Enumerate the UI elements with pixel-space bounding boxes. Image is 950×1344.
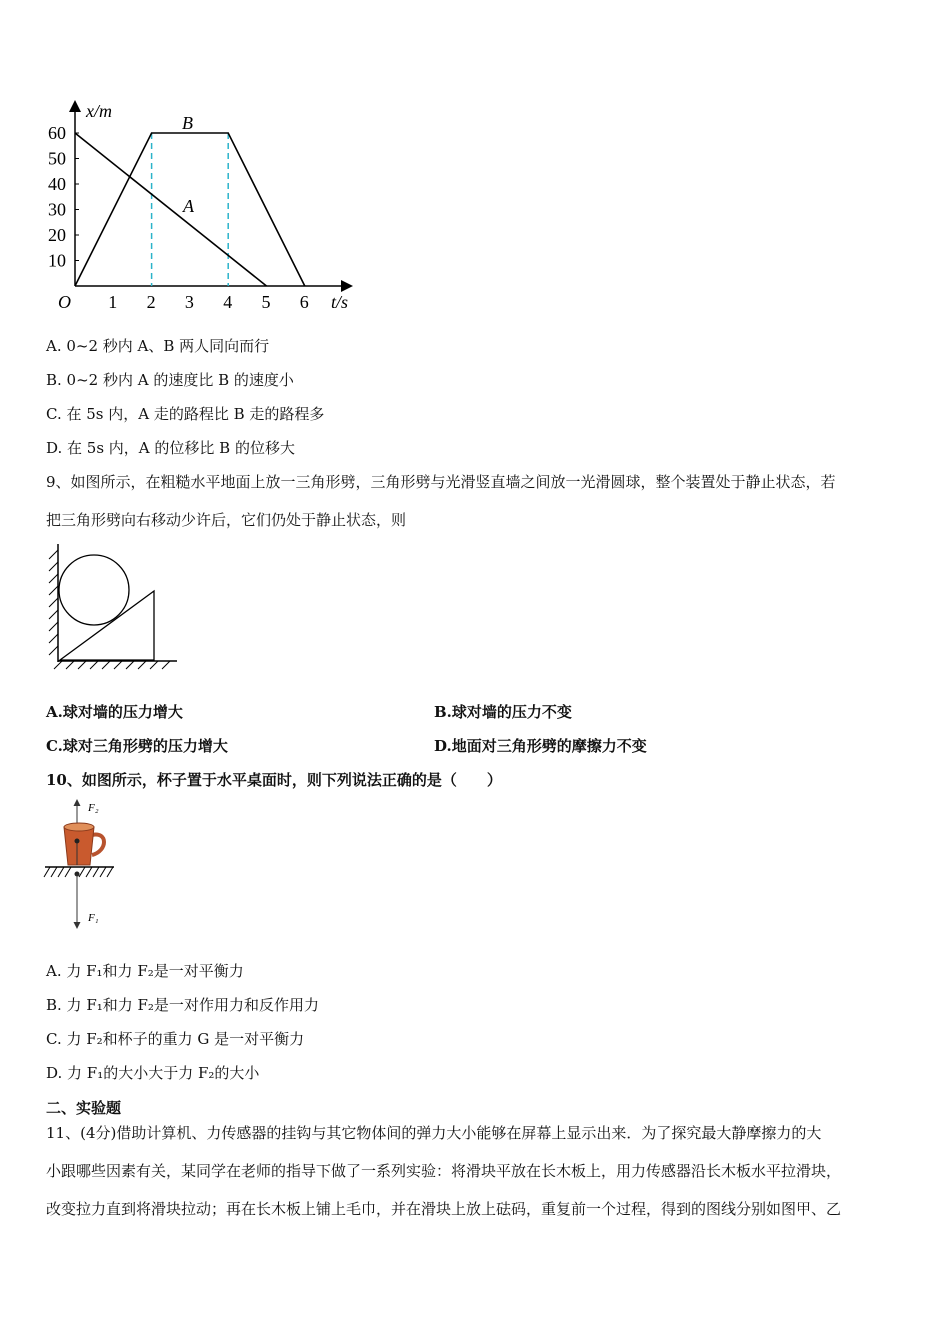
x-tick-label-5: 5: [261, 292, 271, 312]
origin-label: O: [58, 292, 71, 312]
q9-stem-line2: 把三角形劈向右移动少许后，它们仍处于静止状态，则: [46, 511, 407, 529]
x-tick-label-6: 6: [299, 292, 309, 312]
q9-wedge-ball-diagram: [40, 540, 185, 670]
q9-option-a: A.球对墙的压力增大: [46, 703, 183, 721]
x-axis-label: t/s: [331, 292, 349, 312]
y-tick-label-30: 30: [48, 199, 66, 220]
q9-option-c: C.球对三角形劈的压力增大: [46, 737, 228, 755]
x-tick-label-1: 1: [108, 292, 118, 312]
y-axis-label: x/m: [86, 101, 112, 121]
series-label-B: B: [182, 113, 193, 133]
q8-option-a: A. 0~2 秒内 A、B 两人同向而行: [46, 337, 270, 355]
q10-stem: 10、如图所示，杯子置于水平桌面时，则下列说法正确的是（ ）: [46, 771, 502, 789]
label-f2: F₂: [88, 802, 99, 814]
cup-body: [64, 827, 94, 865]
wedge: [60, 591, 154, 660]
q10-cup-diagram: [42, 795, 122, 935]
y-tick-label-10: 10: [48, 250, 66, 271]
q10-option-d: D. 力 F₁的大小大于力 F₂的大小: [46, 1064, 260, 1082]
q8-option-b: B. 0~2 秒内 A 的速度比 B 的速度小: [46, 371, 294, 389]
y-tick-label-50: 50: [48, 148, 66, 169]
q8-option-d: D. 在 5s 内，A 的位移比 B 的位移大: [46, 439, 295, 457]
x-tick-label-4: 4: [223, 292, 233, 312]
x-tick-label-2: 2: [146, 292, 156, 312]
q11-line2: 小跟哪些因素有关，某同学在老师的指导下做了一系列实验：将滑块平放在长木板上，用力传感器沿长木板水平拉滑块，: [46, 1162, 842, 1180]
cup-handle: [92, 834, 104, 855]
label-f1: F₁: [88, 912, 99, 924]
q10-option-a: A. 力 F₁和力 F₂是一对平衡力: [46, 962, 244, 980]
section-title: 二、实验题: [46, 1099, 122, 1117]
q8-option-c: C. 在 5s 内，A 走的路程比 B 走的路程多: [46, 405, 325, 423]
q9-stem-line1: 9、如图所示，在粗糙水平地面上放一三角形劈，三角形劈与光滑竖直墙之间放一光滑圆球，整个装置处于静止状态，若: [46, 473, 836, 491]
q10-option-b: B. 力 F₁和力 F₂是一对作用力和反作用力: [46, 996, 319, 1014]
y-tick-label-40: 40: [48, 174, 66, 194]
ball: [59, 555, 129, 625]
y-tick-label-60: 60: [48, 123, 66, 143]
x-tick-label-3: 3: [184, 292, 194, 312]
q10-option-c: C. 力 F₂和杯子的重力 G 是一对平衡力: [46, 1030, 305, 1048]
q9-option-d: D.地面对三角形劈的摩擦力不变: [434, 737, 647, 755]
q8-xt-graph: [40, 95, 370, 320]
series-label-A: A: [183, 196, 194, 216]
q11-line3: 改变拉力直到将滑块拉动；再在长木板上铺上毛巾，并在滑块上放上砝码，重复前一个过程，得到的图线分别如图甲、乙: [46, 1200, 842, 1218]
series-line-A: [75, 133, 267, 286]
q9-option-b: B.球对墙的压力不变: [434, 703, 572, 721]
q11-line1: 11、(4分)借助计算机、力传感器的挂钩与其它物体间的弹力大小能够在屏幕上显示出来．为了探究最大静摩擦力的大: [46, 1124, 822, 1142]
y-tick-label-20: 20: [48, 225, 66, 245]
